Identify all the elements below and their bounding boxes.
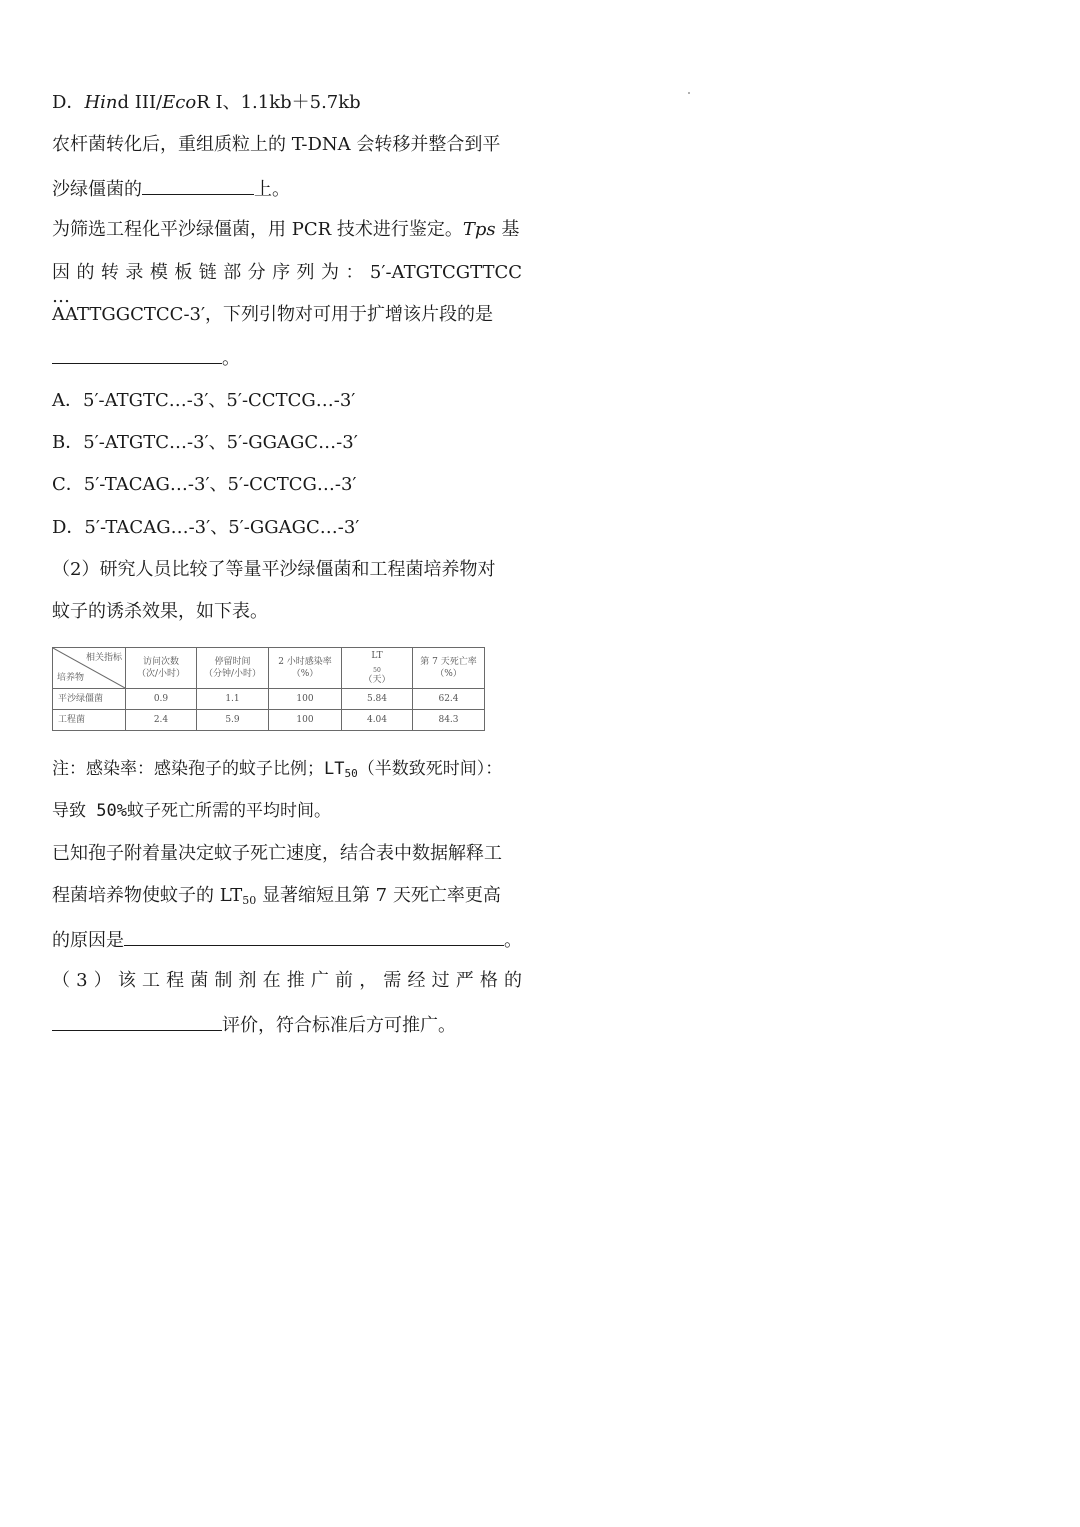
q3-text-line-1: （3）该工程菌制剂在推广前，需经过严格的 (52, 970, 522, 991)
q2-text-line-1: （2）研究人员比较了等量平沙绿僵菌和工程菌培养物对 (52, 559, 496, 580)
table-cell: 100 (269, 689, 342, 710)
table-header-row (53, 648, 485, 689)
q3-text-line-2: 评价，符合标准后方可推广。 (52, 1012, 456, 1038)
primer-option-d: D．5′-TACAG…-3′、5′-GGAGC…-3′ (52, 517, 360, 538)
table-row (53, 689, 485, 710)
agro-text-line-1: 农杆菌转化后，重组质粒上的 T-DNA 会转移并整合到平 (52, 134, 501, 155)
primer-option-b: B．5′-ATGTC…-3′、5′-GGAGC…-3′ (52, 432, 358, 453)
note-line-1: 注：感染率：感染孢子的蚊子比例；$LT_{50}$（半数致死时间）： (52, 759, 503, 780)
primer-option-c: C．5′-TACAG…-3′、5′-CCTCG…-3′ (52, 474, 357, 495)
scan-speck (688, 92, 690, 94)
table-header-cell: 第 7 天死亡率 （%） (413, 648, 485, 689)
agro-text-line-2: 沙绿僵菌的 上。 (52, 176, 290, 202)
table-cell: 5.84 (342, 689, 413, 710)
row-label: 平沙绿僵菌 (53, 689, 126, 710)
answer-blank-reason[interactable] (124, 927, 504, 946)
pcr-text-line-1: 为筛选工程化平沙绿僵菌，用 PCR 技术进行鉴定。Tps 基 (52, 219, 520, 240)
answer-blank-evaluation[interactable] (52, 1012, 222, 1031)
pcr-text-line-2: 因 的 转 录 模 板 链 部 分 序 列 为 ： 5′-ATGTCGTTCC … (52, 262, 522, 307)
answer-blank-primer[interactable] (52, 345, 222, 364)
table-header-cell: LT $_{50}$ （天） (342, 648, 413, 689)
table-cell: 1.1 (197, 689, 269, 710)
table-cell: 4.04 (342, 710, 413, 731)
table-header-cell: 停留时间 （分钟/小时） (197, 648, 269, 689)
table-cell: 84.3 (413, 710, 485, 731)
table-cell: 5.9 (197, 710, 269, 731)
option-d-restriction: D．Hind III/EcoR I、1.1kb＋5.7kb (52, 92, 361, 113)
mosquito-trap-table (52, 647, 485, 731)
primer-option-a: A．5′-ATGTC…-3′、5′-CCTCG…-3′ (52, 390, 356, 411)
pcr-text-line-4: 。 (52, 345, 240, 371)
table-header-cell: 访问次数 （次/小时） (126, 648, 197, 689)
table-header-cell: 2 小时感染率 （%） (269, 648, 342, 689)
row-label: 工程菌 (53, 710, 126, 731)
table-row (53, 710, 485, 731)
corner-bottom-label: 培养物 (57, 673, 85, 683)
table-corner-cell (53, 648, 126, 689)
pcr-text-line-3: AATTGGCTCC-3′，下列引物对可用于扩增该片段的是 (52, 304, 494, 325)
explain-text-line-1: 已知孢子附着量决定蚊子死亡速度，结合表中数据解释工 (52, 843, 502, 864)
table-cell: 100 (269, 710, 342, 731)
table-cell: 0.9 (126, 689, 197, 710)
answer-blank-integration-site[interactable] (142, 176, 254, 195)
table-cell: 62.4 (413, 689, 485, 710)
explain-text-line-3: 的原因是 。 (52, 927, 522, 953)
corner-top-label: 相关指标 (85, 653, 122, 663)
note-line-2: 导致 50%蚊子死亡所需的平均时间。 (52, 801, 331, 821)
explain-text-line-2: 程菌培养物使蚊子的 $LT_{50}$ 显著缩短且第 7 天死亡率更高 (52, 885, 501, 907)
table-cell: 2.4 (126, 710, 197, 731)
q2-text-line-2: 蚊子的诱杀效果，如下表。 (52, 601, 268, 622)
